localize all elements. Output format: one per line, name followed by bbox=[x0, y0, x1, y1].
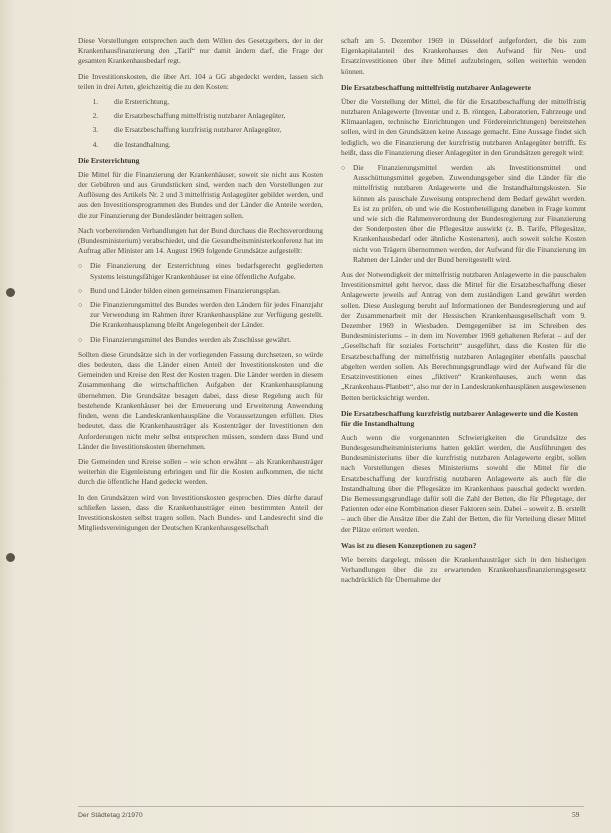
list-item: ○ Die Finanzierungsmittel werden als Investitionsmittel und Ausschüttungsmittel gegeben. Zuwendungsgeber sind die Länder für die mittelfristig nutzbaren Anlagewerte und die Instandhaltungskosten. Sie können als pauschale Zuweisung entsprechend dem Bedarf gewährt werden. Es ist zu prüfen, ob und wie die Kostenbeteiligung daneben in Frage kommt und wie sich die Rahmenverordnung der Bundesregierung zur Finanzierung der Sonderposten über die Pflegesätze auswirkt (z. B. Tarife, Pflegesätze, Krankenhausbedarf oder ähnliche Kostenarten), auch soweit solche Kosten nicht von Trägern übernommen werden, der Aufwand für die Finanzierung im Rahmen der Länder und der Bund bereitgestellt wird. bbox=[341, 163, 586, 265]
list-item: ○ Die Finanzierung der Ersterrichtung eines bedarfsgerecht gegliederten Systems leistungsfähiger Krankenhäuser ist eine öffentliche Aufgabe. bbox=[78, 261, 323, 281]
list-item: ○ Die Finanzierungsmittel des Bundes werden als Zuschüsse gewährt. bbox=[78, 335, 323, 345]
paragraph: Nach vorbereitenden Verhandlungen hat der Bund durchaus die Rechtsverordnung (Bundesministerium) verabschiedet, und die Gesundheitsministerkonferenz hat im Auftrag aller Minister am 14. August 1969 folgende Grundsätze aufgestellt: bbox=[78, 225, 323, 256]
footer-rule bbox=[78, 806, 584, 807]
footer-source: Der Städtetag 2/1970 bbox=[78, 812, 143, 819]
paragraph: Auch wenn die vorgenannten Schwierigkeiten die Grundsätze des Bundesgesundheitsministeriums hatten geklärt werden, die Ausführungen des Bundesministeriums über die kurzfristig nutzbaren Anlagewerte ergibt, sollen nach Vorstellungen dieses Ministeriums sowohl die Mittel für die Ersatzbeschaffung der kurzfristig nutzbaren Anlagewerte als auch für die Instandhaltung über die Pflegesätze im Krankenhaus pauschal gedeckt werden. Die Bemessungsgrundlage dafür soll die Zahl der Betten, die für Pflegetage, der Patienten oder eine Kombination dieser Faktoren sein. Dabei – soweit z. B. erstellt – auch über die Ansätze über die Zahl der Betten, die für Verteilung dieser Mittel der Plätze erörtert werden. bbox=[341, 432, 586, 534]
paragraph: Wie bereits dargelegt, müssen die Krankenhausträger sich in den bisherigen Verhandlungen über die zu erwartenden Krankenhausfinanzierungsgesetz nachdrücklich für Übernahme der bbox=[341, 554, 586, 585]
paragraph: Die Investitionskosten, die über Art. 104 a GG abgedeckt werden, lassen sich teilen in drei Arten, gleichzeitig die zu den Kosten: bbox=[78, 71, 323, 91]
section-heading: Die Ersterrichtung bbox=[78, 155, 140, 165]
right-column bbox=[341, 36, 586, 590]
list-item: 1. die Ersterrichtung, bbox=[100, 97, 323, 107]
punch-hole-bottom bbox=[6, 553, 15, 562]
paragraph: Sollten diese Grundsätze sich in der vorliegenden Fassung durchsetzen, so würde dies bedeuten, dass die Länder einen Anteil der Investitionskosten und die Gemeinden und Kreise den Rest der Kosten tragen. Die Länder werden in diesem Zusammenhang die wirtschaftlichen Aufgaben der Krankenhausplanung übernehmen. Die Grundsätze besagen dabei, dass diese Regelung auch für bestehende Krankenhäuser bei der Erneuerung und Erweiterung Anwendung finden, wenn die Landeskrankenhauspläne die Voraussetzungen erfüllen. Dies bedeutet, dass die Krankenhausträger als Kostenträger der Investitionen den Anforderungen nicht mehr selbst entsprechen müssen, sondern dass Bund und Länder die Investitionskosten übernehmen. bbox=[78, 349, 323, 451]
principles-list bbox=[78, 261, 323, 344]
paragraph: In den Grundsätzen wird von Investitionskosten gesprochen. Dies dürfte darauf schließen lassen, dass die Krankenhausträger einen bestimmten Anteil der Investitionskosten selbst tragen sollen. Nach Bundes- und Landesrecht sind die Mitgliedsvereinigungen der Deutschen Krankenhausgesellschaft bbox=[78, 492, 323, 533]
list-item: ○ Bund und Länder bilden einen gemeinsamen Finanzierungsplan. bbox=[78, 286, 323, 296]
page-number: 59 bbox=[572, 810, 580, 819]
paragraph: Diese Vorstellungen entsprechen auch dem Willen des Gesetzgebers, der in der Krankenhausfinanzierung den „Tarif“ nur damit ändern darf, die Frage der gesamten Krankenhausbedarf regt. bbox=[78, 36, 323, 66]
paragraph: Aus der Notwendigkeit der mittelfristig nutzbaren Anlagewerte in die pauschalen Investitionsmittel geht hervor, dass die Mittel für die Ersatzbeschaffung dieser Anlagewerte jeweils auf Antrag von dem zuständigen Land gewährt werden sollen. Diese Auslegung beruht auf Informationen der Bundesregierung und auf der Zusammenarbeit mit der Hessischen Krankenhausgesellschaft vom 9. Dezember 1969 in Wiesbaden. Demgegenüber ist im Schreiben des Bundesministeriums – in dem im November 1969 gehaltenen Referat – auf der „Gesellschaft für soziales Fortschritt“ ausgeführt, dass die Kosten für die Ersatzbeschaffung der mittelfristig nutzbaren Anlagegüter ebenfalls pauschal abgelten werden sollen. Als Berechnungsgrundlage wird der Aufwand für die Ersatzinvestitionen eines „fiktiven“ Krankenhauses, auch wenn das „Krankenhaus-Planbett“, also nur der in Landeskrankenhausplänen ausgewiesenen Betten berücksichtigt werden. bbox=[341, 270, 586, 402]
list-item: 3. die Ersatzbeschaffung kurzfristig nutzbarer Anlagegüter, bbox=[100, 125, 323, 135]
punch-hole-top bbox=[6, 288, 15, 297]
cost-types-list bbox=[78, 97, 323, 150]
section-heading: Die Ersatzbeschaffung mittelfristig nutzbarer Anlagewerte bbox=[341, 82, 531, 92]
list-item: ○ Die Finanzierungsmittel des Bundes werden den Ländern für jedes Finanzjahr zur Verwendung im Rahmen ihrer Krankenhauspläne zur Verfügung gestellt. Die Krankenhausplanung bleibt Angelegenheit der Länder. bbox=[78, 300, 323, 331]
list-item: 2. die Ersatzbeschaffung mittelfristig nutzbarer Anlagegüter, bbox=[100, 111, 323, 121]
paragraph: Über die Vorstellung der Mittel, die für die Ersatzbeschaffung der mittelfristig nutzbaren Anlagewerte (Inventar und z. B. röntgen, Laboratorien, Fahrzeuge und Klimaanlagen, technische Einrichtungen und Fördereinrichtungen) bereitstehen sollen, wird in den Grundsätzen keine Aussage gemacht. Eine Aussage findet sich lediglich, wo die Finanzierung der kurzfristig nutzbaren Anlagegüter betrifft. Es heißt, dass die Finanzierung dieser Anlagegüter in den Grundsätzen geregelt wird: bbox=[341, 96, 586, 157]
paragraph: schaft am 5. Dezember 1969 in Düsseldorf aufgefordert, die bis zum Eigenkapitalanteil des Krankenhauses den Aufwand für Neu- und Ersatzinvestitionen über ihre Mittel aufzubringen, sollen weiterhin wenden können. bbox=[341, 36, 586, 76]
section-heading: Was ist zu diesen Konzeptionen zu sagen? bbox=[341, 540, 477, 550]
financing-list bbox=[341, 163, 586, 265]
paragraph: Die Mittel für die Finanzierung der Krankenhäuser, soweit sie nicht aus Kosten der Gebühren und aus Grundstücken sind, werden nach den Vorstellungen zur Auflösung des Artikels Nr. 2 und 3 mittelfristig Anlagegüter gebildet werden, und aus den Investitionsprogrammen des Bundes und der Länder die Anteile werden, die zur Finanzierung der Bundesländer beitragen sollen. bbox=[78, 169, 323, 220]
list-item: 4. die Instandhaltung. bbox=[100, 140, 323, 150]
section-heading: Die Ersatzbeschaffung kurzfristig nutzbarer Anlagewerte und die Kosten für die Instandhaltung bbox=[341, 408, 579, 428]
left-column bbox=[78, 36, 323, 538]
paragraph: Die Gemeinden und Kreise sollen – wie schon erwähnt – als Krankenhausträger weiterhin die Eigenleistung erbringen und für die Kosten aufkommen, die nicht durch die öffentliche Hand gedeckt werden. bbox=[78, 456, 323, 487]
